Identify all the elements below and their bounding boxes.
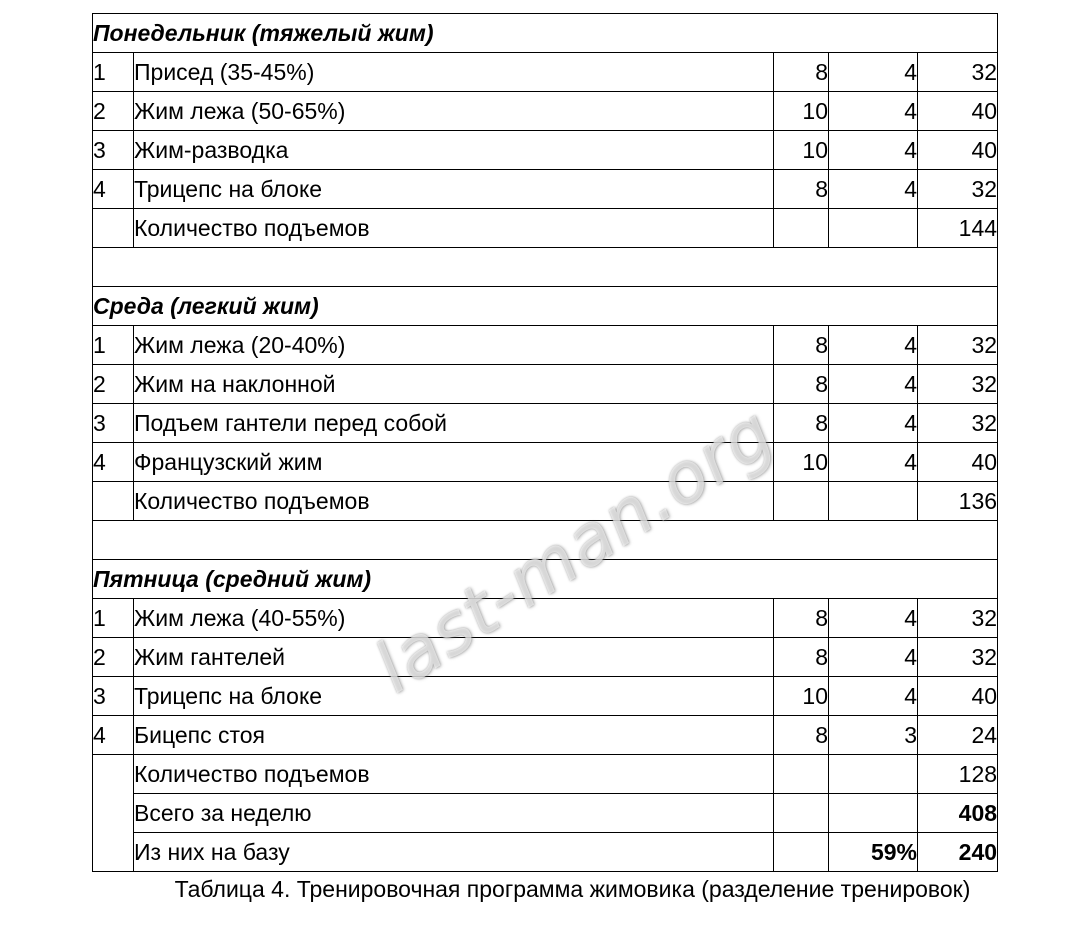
exercise-total: 40 [918,443,998,482]
exercise-row [93,365,998,404]
exercise-reps: 8 [774,170,829,209]
exercise-sets: 4 [829,638,918,677]
exercise-row [93,599,998,638]
weekly-total-label: Всего за неделю [134,794,774,833]
exercise-name: Трицепс на блоке [134,170,774,209]
exercise-number: 2 [93,92,134,131]
exercise-reps: 8 [774,404,829,443]
exercise-reps: 8 [774,716,829,755]
weekly-total-value: 408 [918,794,998,833]
summary-label: Количество подъемов [134,755,774,794]
exercise-name: Жим на наклонной [134,365,774,404]
exercise-reps: 10 [774,92,829,131]
exercise-name: Жим лежа (40-55%) [134,599,774,638]
table-caption: Таблица 4. Тренировочная программа жимовика (разделение тренировок) [174,876,971,902]
exercise-number: 4 [93,170,134,209]
summary-row [93,209,998,248]
exercise-name: Жим лежа (20-40%) [134,326,774,365]
exercise-name: Подъем гантели перед собой [134,404,774,443]
exercise-sets: 4 [829,404,918,443]
exercise-number: 4 [93,443,134,482]
exercise-sets: 4 [829,443,918,482]
exercise-reps: 10 [774,131,829,170]
exercise-number: 2 [93,638,134,677]
exercise-row [93,170,998,209]
exercise-number: 3 [93,677,134,716]
exercise-total: 24 [918,716,998,755]
exercise-number: 1 [93,326,134,365]
summary-total: 136 [918,482,998,521]
exercise-sets: 4 [829,599,918,638]
summary-total: 144 [918,209,998,248]
exercise-number: 1 [93,599,134,638]
exercise-reps: 8 [774,638,829,677]
exercise-sets: 4 [829,170,918,209]
exercise-reps: 8 [774,365,829,404]
day-header-row [93,14,998,53]
base-total-row [93,833,998,872]
summary-label: Количество подъемов [134,482,774,521]
exercise-number: 2 [93,365,134,404]
watermark: last-man.org [360,390,789,709]
exercise-row [93,638,998,677]
exercise-total: 40 [918,92,998,131]
exercise-reps: 8 [774,599,829,638]
exercise-row [93,716,998,755]
exercise-sets: 4 [829,131,918,170]
base-total-value: 240 [918,833,998,872]
exercise-row [93,326,998,365]
exercise-row [93,443,998,482]
base-percent: 59% [829,833,918,872]
day-header-row [93,560,998,599]
exercise-name: Жим лежа (50-65%) [134,92,774,131]
exercise-name: Присед (35-45%) [134,53,774,92]
exercise-name: Французский жим [134,443,774,482]
exercise-name: Жим гантелей [134,638,774,677]
exercise-number: 1 [93,53,134,92]
exercise-total: 32 [918,53,998,92]
exercise-row [93,53,998,92]
exercise-sets: 4 [829,53,918,92]
summary-row [93,755,998,794]
summary-total: 128 [918,755,998,794]
day-title: Среда (легкий жим) [93,287,998,326]
exercise-number: 3 [93,131,134,170]
base-total-label: Из них на базу [134,833,774,872]
exercise-row [93,131,998,170]
exercise-total: 32 [918,599,998,638]
summary-row [93,482,998,521]
exercise-row [93,404,998,443]
exercise-row [93,92,998,131]
exercise-reps: 8 [774,326,829,365]
training-program-table [92,13,998,872]
exercise-total: 32 [918,170,998,209]
exercise-reps: 10 [774,443,829,482]
exercise-name: Трицепс на блоке [134,677,774,716]
day-header-row [93,287,998,326]
exercise-total: 32 [918,638,998,677]
day-title: Понедельник (тяжелый жим) [93,14,998,53]
day-title: Пятница (средний жим) [93,560,998,599]
exercise-number: 3 [93,404,134,443]
exercise-number: 4 [93,716,134,755]
exercise-total: 32 [918,404,998,443]
exercise-row [93,677,998,716]
exercise-name: Жим-разводка [134,131,774,170]
exercise-sets: 4 [829,365,918,404]
spacer-row [93,248,998,287]
exercise-reps: 8 [774,53,829,92]
exercise-total: 40 [918,131,998,170]
weekly-total-row [93,794,998,833]
exercise-sets: 4 [829,326,918,365]
summary-label: Количество подъемов [134,209,774,248]
exercise-reps: 10 [774,677,829,716]
exercise-total: 40 [918,677,998,716]
exercise-sets: 3 [829,716,918,755]
exercise-sets: 4 [829,677,918,716]
exercise-name: Бицепс стоя [134,716,774,755]
exercise-sets: 4 [829,92,918,131]
exercise-total: 32 [918,326,998,365]
spacer-row [93,521,998,560]
exercise-total: 32 [918,365,998,404]
